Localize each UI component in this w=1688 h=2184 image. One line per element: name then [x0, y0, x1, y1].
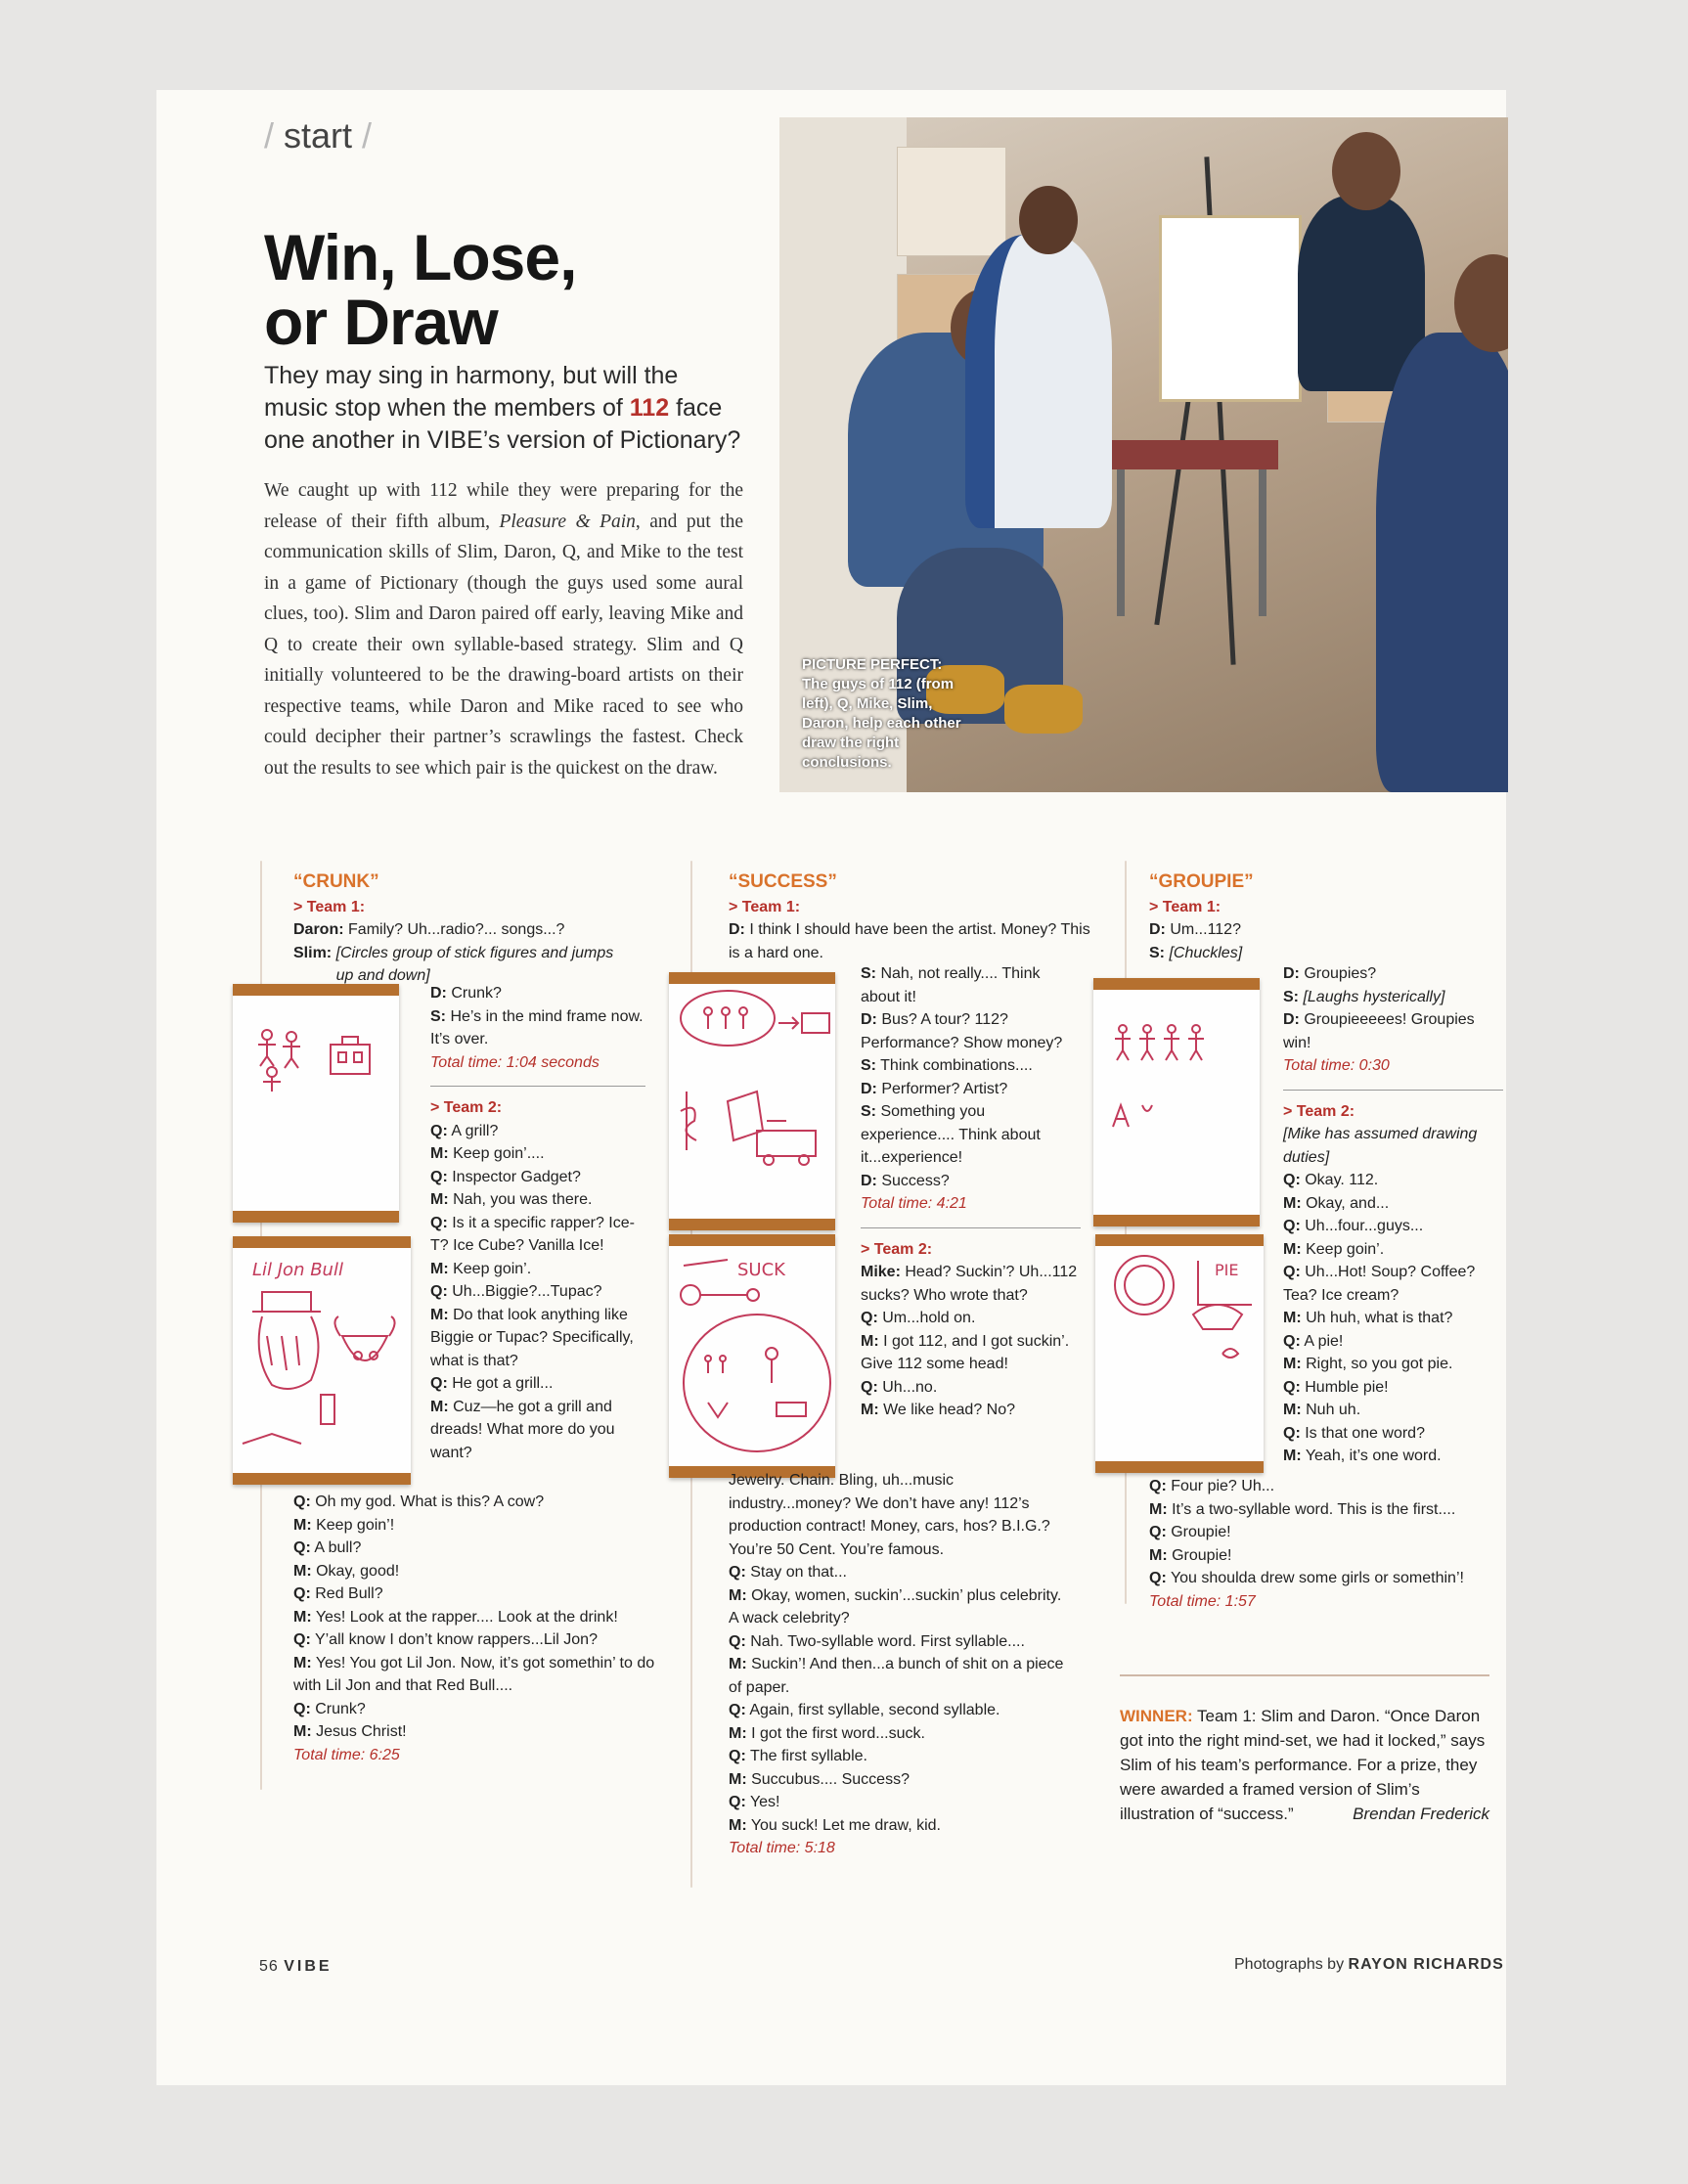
- speaker: S:: [861, 965, 876, 982]
- speaker: Q:: [430, 1375, 448, 1392]
- speaker: D:: [861, 1011, 877, 1028]
- line-text: I think I should have been the artist. Money? This is a hard one.: [729, 921, 1090, 961]
- drawing-success-team-2: [669, 1234, 835, 1478]
- round-success-team-1-cont: [861, 962, 1081, 1422]
- drawing-crunk-team-1: [233, 984, 399, 1223]
- line-text: Um...112?: [1170, 921, 1241, 938]
- line-text: Keep goin’.: [453, 1260, 532, 1277]
- speaker: M:: [1283, 1194, 1302, 1212]
- dialogue-line: [430, 1166, 645, 1189]
- dialogue-line: [1283, 1169, 1503, 1192]
- sketch-label: Lil Jon Bull: [252, 1260, 343, 1280]
- dialogue-line: [293, 1560, 665, 1583]
- dialogue-line: [861, 1170, 1081, 1193]
- line-text: Keep goin’....: [453, 1145, 545, 1162]
- speaker: M:: [293, 1723, 312, 1740]
- total-time: Total time: 4:21: [861, 1195, 967, 1212]
- speaker: M:: [729, 1656, 747, 1672]
- total-time: Total time: 1:57: [1149, 1592, 1256, 1610]
- speaker: M:: [861, 1332, 879, 1350]
- line-text: Right, so you got pie.: [1306, 1356, 1453, 1372]
- line-text: Nuh uh.: [1306, 1402, 1361, 1418]
- line-text: A pie!: [1304, 1332, 1344, 1350]
- speaker: Q:: [293, 1493, 311, 1510]
- dialogue-line: [729, 1584, 1071, 1630]
- dialogue-line: [729, 1745, 1071, 1768]
- dialogue-line: [861, 1376, 1081, 1400]
- dialogue-line: [861, 1100, 1081, 1170]
- line-text: I got the first word...suck.: [751, 1724, 925, 1742]
- line-text: He got a grill...: [452, 1375, 554, 1392]
- line-text: Stay on that...: [750, 1564, 847, 1581]
- speaker: D:: [1283, 1011, 1300, 1028]
- person-slim-head: [1332, 132, 1400, 210]
- dialogue-line: [430, 1005, 645, 1051]
- speaker: Q:: [729, 1748, 746, 1764]
- line-text: Um...hold on.: [882, 1310, 976, 1326]
- round-groupie-team-2-cont: [1149, 1475, 1501, 1613]
- easel-board: [1159, 215, 1302, 402]
- speaker: Daron:: [293, 921, 344, 938]
- speaker: M:: [1283, 1402, 1302, 1418]
- speaker: D:: [861, 1172, 877, 1189]
- line-text: Suckin’! And then...a bunch of shit on a piece of paper.: [729, 1656, 1064, 1696]
- round-success-team-2-cont: [729, 1469, 1071, 1860]
- dialogue-line: [861, 962, 1081, 1008]
- table-leg: [1259, 469, 1266, 616]
- success-sketch: [669, 984, 835, 1219]
- dialogue-line: [1149, 1521, 1501, 1544]
- round-crunk-team-1-cont: [430, 982, 645, 1464]
- speaker: Q:: [1283, 1264, 1301, 1280]
- speaker: S:: [1283, 988, 1299, 1005]
- speaker: Q:: [729, 1564, 746, 1581]
- speaker: S:: [1149, 944, 1165, 961]
- dialogue-line: [1149, 1567, 1501, 1590]
- dialogue-line: [293, 1582, 665, 1606]
- dialogue-line: [729, 1791, 1071, 1814]
- winner-label: WINNER:: [1120, 1707, 1193, 1725]
- section-name: start: [284, 115, 353, 156]
- line-text: Performer? Artist?: [881, 1080, 1008, 1097]
- dialogue-line: [430, 1280, 645, 1304]
- dialogue-line: [1149, 1475, 1501, 1498]
- line-text: Head? Suckin’? Uh...112 sucks? Who wrote that?: [861, 1264, 1078, 1304]
- line-text: A bull?: [314, 1539, 362, 1556]
- line-text: Success?: [881, 1172, 950, 1189]
- dialogue-line: [430, 1304, 645, 1373]
- line-text: Groupieeeees! Groupies win!: [1283, 1011, 1475, 1051]
- speaker: M:: [729, 1586, 747, 1604]
- speaker: Q:: [293, 1631, 311, 1648]
- page-number: 56: [259, 1958, 279, 1975]
- speaker: M:: [1283, 1310, 1302, 1326]
- round-success-header: [729, 870, 1100, 964]
- line-text: [Laughs hysterically]: [1303, 988, 1445, 1005]
- stage-note: [Mike has assumed drawing duties]: [1283, 1126, 1478, 1166]
- line-text: Groupies?: [1304, 965, 1377, 982]
- intro-text-2: , and put the communication skills of Slim, Daron, Q, and Mike to the test in a game of Pictionary (though the guys used some aural clues, too). Slim and Daron paired off early, leaving Mike and Q to create their own syllable-based strategy. Slim and Q initially volunteered to be the drawing-board artists on their respective teams, while Daron and Mike raced to see who could decipher their partner’s scrawlings the fastest. Check out the results to see which pair is the quickest on the draw.: [264, 511, 743, 779]
- speaker: D:: [1283, 965, 1300, 982]
- speaker: Q:: [1283, 1378, 1301, 1396]
- line-text: A grill?: [451, 1122, 499, 1139]
- photo-table: [1107, 440, 1278, 469]
- dialogue-line: [1149, 942, 1501, 965]
- album-title: Pleasure & Pain: [499, 511, 636, 532]
- byline: Brendan Frederick: [1353, 1805, 1489, 1823]
- dialogue-line: [293, 1491, 665, 1514]
- round-crunk-team-2-cont: [293, 1491, 665, 1766]
- line-text: Keep goin’!: [316, 1516, 395, 1534]
- dialogue-line: [861, 1054, 1081, 1078]
- dialogue-line: [430, 1396, 645, 1465]
- total-time: Total time: 6:25: [293, 1746, 400, 1763]
- line-text: Is that one word?: [1305, 1424, 1425, 1442]
- dialogue-line: [729, 1722, 1071, 1746]
- line-text: Oh my god. What is this? A cow?: [315, 1493, 545, 1510]
- dialogue-line: [1283, 1376, 1503, 1400]
- speaker: M:: [430, 1306, 449, 1323]
- winner-box: [1120, 1704, 1489, 1826]
- credit-prefix: Photographs by: [1234, 1956, 1349, 1973]
- speaker: Q:: [293, 1539, 311, 1556]
- team-1-label: > Team 1:: [293, 898, 366, 915]
- dek-text-2: face one another in VIBE’s version of Pictionary?: [264, 394, 741, 454]
- line-text: Yes! Look at the rapper.... Look at the drink!: [315, 1608, 618, 1626]
- total-time: Total time: 1:04 seconds: [430, 1053, 600, 1071]
- dialogue-line: [729, 1653, 1071, 1699]
- stick-figures-sketch: [233, 996, 399, 1211]
- dialogue-line: [1149, 1544, 1501, 1568]
- line-text: Again, first syllable, second syllable.: [749, 1702, 1000, 1718]
- line-text: The first syllable.: [749, 1748, 867, 1764]
- dialogue-line: [293, 1514, 665, 1538]
- line-text: You shoulda drew some girls or somethin’!: [1170, 1570, 1464, 1586]
- line-text: Y’all know I don’t know rappers...Lil Jon?: [314, 1631, 598, 1648]
- line-text: I got 112, and I got suckin’. Give 112 some head!: [861, 1332, 1070, 1372]
- caption-kicker: PICTURE PERFECT:: [802, 656, 943, 673]
- dialogue-line: [293, 1720, 665, 1744]
- line-text: Crunk?: [451, 985, 502, 1002]
- photographer-name: RAYON RICHARDS: [1348, 1956, 1504, 1973]
- total-time: Total time: 0:30: [1283, 1057, 1390, 1074]
- intro-text-1: We caught up with 112 while they were preparing for the release of their fifth album,: [264, 480, 743, 532]
- line-text: Okay, women, suckin’...suckin’ plus celebrity. A wack celebrity?: [729, 1586, 1062, 1627]
- caption-text: The guys of 112 (from left), Q, Mike, Slim, Daron, help each other draw the right conclusions.: [802, 676, 961, 771]
- dialogue-line: [1283, 1192, 1503, 1216]
- sketch-label: SUCK: [737, 1260, 785, 1280]
- speaker: Q:: [293, 1585, 311, 1602]
- speaker: Q:: [1283, 1218, 1301, 1234]
- easel-leg: [1154, 392, 1191, 625]
- drawing-groupie-team-1: [1093, 978, 1260, 1226]
- speaker: Q:: [430, 1283, 448, 1300]
- speaker: M:: [1149, 1546, 1168, 1564]
- photo-wall-panel: [897, 147, 1006, 256]
- dialogue-line: [293, 1652, 665, 1698]
- dialogue-line: [293, 942, 665, 988]
- dialogue-line: [293, 1628, 665, 1652]
- line-text: Nah. Two-syllable word. First syllable....: [750, 1632, 1025, 1650]
- person-daron: [1376, 333, 1508, 792]
- column-divider: [1125, 861, 1127, 1604]
- line-text: Uh huh, what is that?: [1306, 1310, 1453, 1326]
- dialogue-line: [861, 1008, 1081, 1054]
- round-word: “GROUPIE”: [1149, 871, 1254, 892]
- dialogue-line: [1283, 1238, 1503, 1262]
- winner-rule: [1120, 1674, 1489, 1676]
- team-1-label: > Team 1:: [729, 898, 801, 915]
- team-2-label: > Team 2:: [1283, 1102, 1355, 1120]
- speaker: M:: [729, 1816, 747, 1834]
- line-text: You suck! Let me draw, kid.: [750, 1816, 941, 1834]
- speaker: Q:: [293, 1700, 311, 1717]
- folio: [259, 1958, 333, 1976]
- speaker: Q:: [1149, 1524, 1167, 1540]
- line-text: Nah, not really.... Think about it!: [861, 965, 1041, 1005]
- dialogue-line: [430, 1258, 645, 1281]
- speaker: S:: [861, 1057, 876, 1074]
- line-text: Yeah, it’s one word.: [1305, 1448, 1442, 1464]
- line-text: Succubus.... Success?: [751, 1770, 910, 1788]
- headline-line-1: Win, Lose,: [264, 221, 577, 293]
- round-groupie-header: [1149, 870, 1501, 964]
- speaker: M:: [293, 1654, 312, 1671]
- speaker: Q:: [430, 1168, 448, 1185]
- speaker: Q:: [729, 1794, 746, 1810]
- line-text: Keep goin’.: [1306, 1240, 1385, 1258]
- headline-line-2: or Draw: [264, 286, 498, 358]
- speaker: D:: [430, 985, 447, 1002]
- line-text: [Circles group of stick figures and jumps up and down]: [335, 944, 614, 984]
- dialogue-line: [1283, 1445, 1503, 1468]
- team-2-label: > Team 2:: [861, 1240, 933, 1258]
- table-leg: [1117, 469, 1125, 616]
- dialogue-line: [729, 1768, 1071, 1792]
- photo-credit: [1234, 1956, 1504, 1974]
- speaker: M:: [293, 1608, 312, 1626]
- speaker: D:: [1149, 921, 1166, 938]
- dialogue-line: [430, 1142, 645, 1166]
- line-text: Cuz—he got a grill and dreads! What more do you want?: [430, 1398, 615, 1461]
- magazine-name: VIBE: [284, 1958, 333, 1975]
- total-time: Total time: 5:18: [729, 1840, 835, 1856]
- dialogue-line: [1283, 1399, 1503, 1422]
- dialogue-line: [861, 1307, 1081, 1330]
- dialogue-line: [861, 1330, 1081, 1376]
- speaker: D:: [729, 921, 745, 938]
- person-mike: [965, 235, 1112, 528]
- dialogue-line: [1283, 1330, 1503, 1354]
- dialogue-line: [1283, 986, 1503, 1009]
- line-text: Okay, and...: [1306, 1194, 1390, 1212]
- speaker: M:: [430, 1145, 449, 1162]
- dialogue-line: [1283, 1215, 1503, 1238]
- speaker: Q:: [861, 1378, 878, 1396]
- line-text: Jewelry. Chain. Bling, uh...music industry...money? We don’t have any! 112’s production contract! Money, cars, hos? B.I.G.? You’re 50 Cent. You’re famous.: [729, 1472, 1050, 1558]
- speaker: Q:: [729, 1632, 746, 1650]
- dialogue-line: [1283, 1307, 1503, 1330]
- dek: [264, 360, 743, 457]
- line-text: Something you experience.... Think about it...experience!: [861, 1103, 1041, 1166]
- rule: [861, 1227, 1081, 1228]
- rule: [1283, 1090, 1503, 1091]
- dialogue-line: [1283, 1261, 1503, 1307]
- speaker: Q:: [729, 1702, 746, 1718]
- winner-text: Team 1: Slim and Daron. “Once Daron got into the right mind-set, we had it locked,” says Slim of his team’s performance. For a prize, they were awarded a framed version of Slim’s illustration of “success.”: [1120, 1707, 1486, 1823]
- dialogue-line: [430, 1372, 645, 1396]
- sketch-label: PIE: [1215, 1261, 1239, 1279]
- round-groupie-team-1-cont: [1283, 962, 1503, 1468]
- speaker: M:: [1149, 1500, 1168, 1518]
- speaker: M:: [1283, 1448, 1302, 1464]
- line-text: It’s a two-syllable word. This is the first....: [1172, 1500, 1456, 1518]
- team-1-label: > Team 1:: [1149, 898, 1222, 915]
- line-text: Family? Uh...radio?... songs...?: [348, 921, 565, 938]
- line-text: [Chuckles]: [1169, 944, 1243, 961]
- dialogue-line: [293, 918, 665, 942]
- speaker: Mike:: [861, 1264, 901, 1280]
- speaker: Q:: [1149, 1570, 1167, 1586]
- dialogue-line: [729, 1814, 1071, 1838]
- line-text: Nah, you was there.: [453, 1191, 593, 1208]
- dialogue-line: [861, 1078, 1081, 1101]
- speaker: Q:: [1283, 1172, 1301, 1188]
- speaker: M:: [1283, 1356, 1302, 1372]
- person-mike-head: [1019, 186, 1078, 254]
- speaker: M:: [729, 1770, 747, 1788]
- drawing-groupie-team-2: [1095, 1234, 1264, 1473]
- line-text: We like head? No?: [883, 1402, 1016, 1418]
- speaker: D:: [861, 1080, 877, 1097]
- dek-band-name: 112: [629, 394, 670, 422]
- speaker: Q:: [430, 1122, 448, 1139]
- speaker: Q:: [1283, 1424, 1301, 1442]
- suck-sketch: [669, 1246, 835, 1466]
- dialogue-line: [1283, 1353, 1503, 1376]
- round-word: “SUCCESS”: [729, 871, 837, 892]
- dialogue-line: [430, 1120, 645, 1143]
- dialogue-line: [729, 1630, 1071, 1654]
- line-text: Think combinations....: [880, 1057, 1033, 1074]
- line-text: Crunk?: [315, 1700, 366, 1717]
- line-text: Red Bull?: [315, 1585, 383, 1602]
- speaker: M:: [1283, 1240, 1302, 1258]
- intro-paragraph: [264, 475, 743, 783]
- dialogue-line: [430, 1188, 645, 1212]
- pie-sketch: [1095, 1246, 1264, 1461]
- dialogue-line: [1149, 1498, 1501, 1522]
- line-text: Humble pie!: [1305, 1378, 1389, 1396]
- dialogue-line: [729, 1561, 1071, 1584]
- line-text: Okay, good!: [316, 1562, 400, 1580]
- round-word: “CRUNK”: [293, 871, 379, 892]
- dek-text-1: They may sing in harmony, but will the music stop when the members of: [264, 362, 679, 422]
- section-tag: / start /: [264, 115, 373, 156]
- dialogue-line: [1283, 1008, 1503, 1054]
- dialogue-line: [430, 1212, 645, 1258]
- dialogue-line: [1149, 918, 1501, 942]
- line-text: Do that look anything like Biggie or Tupac? Specifically, what is that?: [430, 1306, 634, 1369]
- speaker: Q:: [1149, 1478, 1167, 1494]
- dialogue-line: [861, 1261, 1081, 1307]
- round-crunk-header: [293, 870, 665, 988]
- line-text: Yes!: [749, 1794, 780, 1810]
- speaker: M:: [293, 1562, 312, 1580]
- speaker: Q:: [1283, 1332, 1301, 1350]
- line-text: Inspector Gadget?: [452, 1168, 581, 1185]
- dialogue-line: [861, 1399, 1081, 1422]
- groupie-stick-figures-sketch: [1093, 990, 1260, 1215]
- boot: [1004, 685, 1083, 734]
- line-text: Uh...Hot! Soup? Coffee? Tea? Ice cream?: [1283, 1264, 1476, 1304]
- drawing-success-team-1: [669, 972, 835, 1230]
- speaker: M:: [430, 1260, 449, 1277]
- line-text: Okay. 112.: [1305, 1172, 1379, 1188]
- line-text: Is it a specific rapper? Ice-T? Ice Cube? Vanilla Ice!: [430, 1214, 635, 1254]
- line-text: Uh...four...guys...: [1305, 1218, 1424, 1234]
- dialogue-line: [293, 1606, 665, 1629]
- line-text: Uh...Biggie?...Tupac?: [452, 1283, 602, 1300]
- dialogue-line: [1283, 1422, 1503, 1446]
- speaker: M:: [430, 1398, 449, 1415]
- lil-jon-bull-sketch: [233, 1248, 411, 1473]
- line-text: Four pie? Uh...: [1171, 1478, 1275, 1494]
- speaker: S:: [430, 1007, 446, 1025]
- line-text: Jesus Christ!: [316, 1723, 407, 1740]
- speaker: Q:: [861, 1310, 878, 1326]
- line-text: Groupie!: [1171, 1524, 1231, 1540]
- dialogue-line: [430, 982, 645, 1005]
- speaker: M:: [861, 1402, 879, 1418]
- speaker: M:: [729, 1724, 747, 1742]
- team-2-label: > Team 2:: [430, 1099, 503, 1116]
- photo-caption: [802, 655, 973, 773]
- dialogue-line: [729, 1699, 1071, 1722]
- dialogue-line: [729, 1469, 1071, 1561]
- line-text: Groupie!: [1172, 1546, 1232, 1564]
- dialogue-line: [1283, 962, 1503, 986]
- speaker: M:: [430, 1191, 449, 1208]
- line-text: He’s in the mind frame now. It’s over.: [430, 1007, 644, 1047]
- speaker: S:: [861, 1103, 876, 1120]
- dialogue-line: [293, 1698, 665, 1721]
- rule: [430, 1086, 645, 1087]
- headline: [264, 221, 577, 358]
- dialogue-line: [293, 1537, 665, 1560]
- dialogue-line: [729, 918, 1100, 964]
- line-text: Uh...no.: [882, 1378, 938, 1396]
- speaker: M:: [293, 1516, 312, 1534]
- speaker: Slim:: [293, 944, 333, 961]
- line-text: Bus? A tour? 112? Performance? Show money?: [861, 1011, 1063, 1051]
- drawing-crunk-team-2: [233, 1236, 411, 1485]
- line-text: Yes! You got Lil Jon. Now, it’s got somethin’ to do with Lil Jon and that Red Bull....: [293, 1654, 655, 1694]
- speaker: Q:: [430, 1214, 448, 1231]
